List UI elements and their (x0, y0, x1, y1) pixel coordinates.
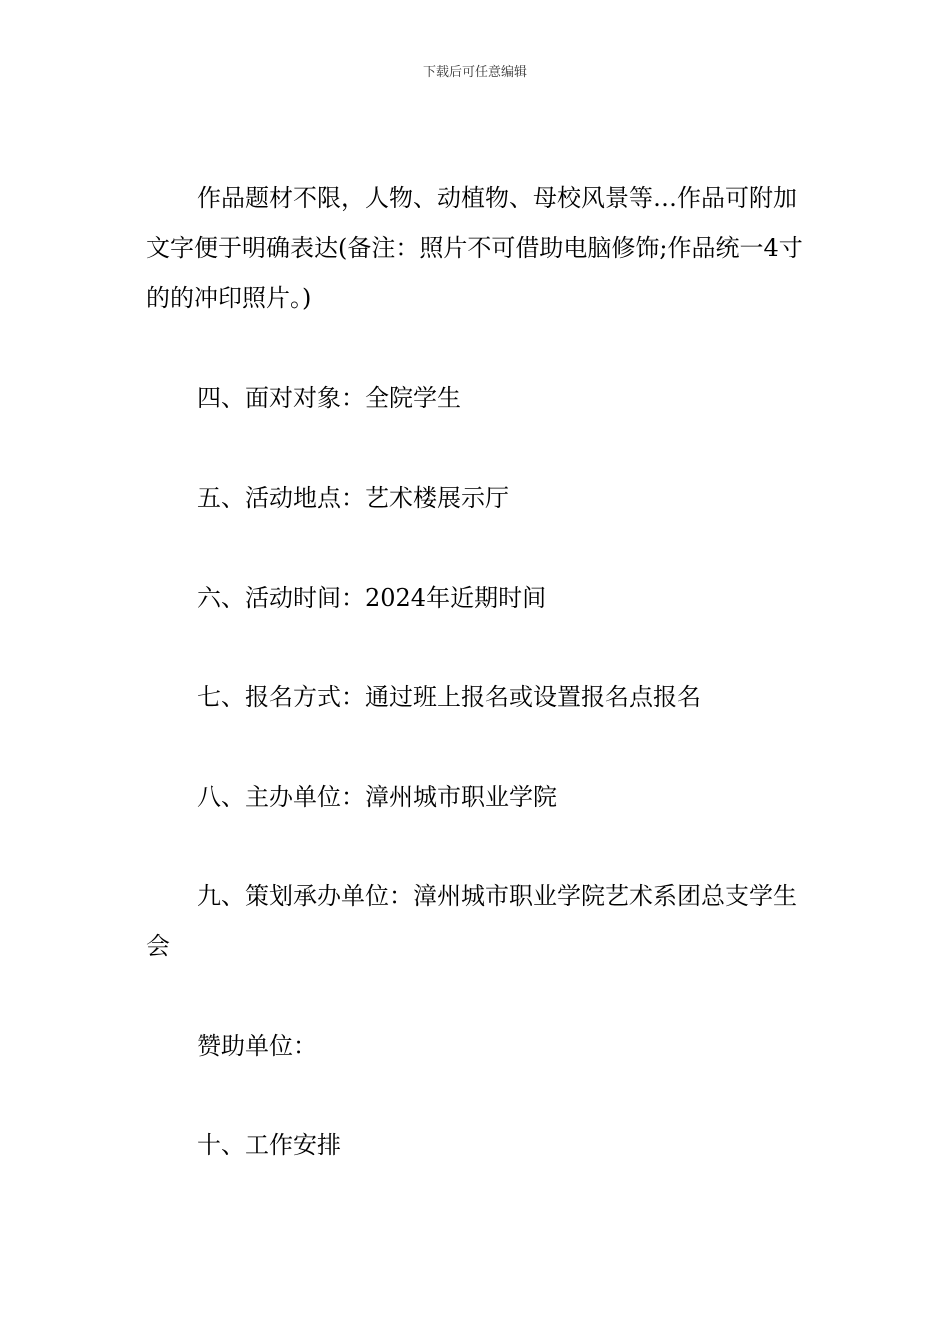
paragraph-location: 五、活动地点：艺术楼展示厅 (197, 484, 509, 512)
paragraph-organizer: 九、策划承办单位：漳州城市职业学院艺术系团总支学生会 (146, 882, 797, 960)
page-header: 下载后可任意编辑 (422, 65, 527, 80)
paragraph-sponsor: 赞助单位： (197, 1032, 317, 1060)
paragraph-registration: 七、报名方式：通过班上报名或设置报名点报名 (197, 683, 701, 711)
paragraph-audience: 四、面对对象：全院学生 (197, 384, 461, 412)
paragraph-host: 八、主办单位：漳州城市职业学院 (197, 783, 557, 811)
paragraph-theme: 作品题材不限，人物、动植物、母校风景等…作品可附加文字便于明确表达(备注：照片不可借助电脑修饰;作品统一4寸的的冲印照片。) (146, 184, 803, 312)
paragraph-time: 六、活动时间：2024年近期时间 (197, 584, 547, 612)
paragraph-work-arrangement: 十、工作安排 (197, 1131, 341, 1159)
